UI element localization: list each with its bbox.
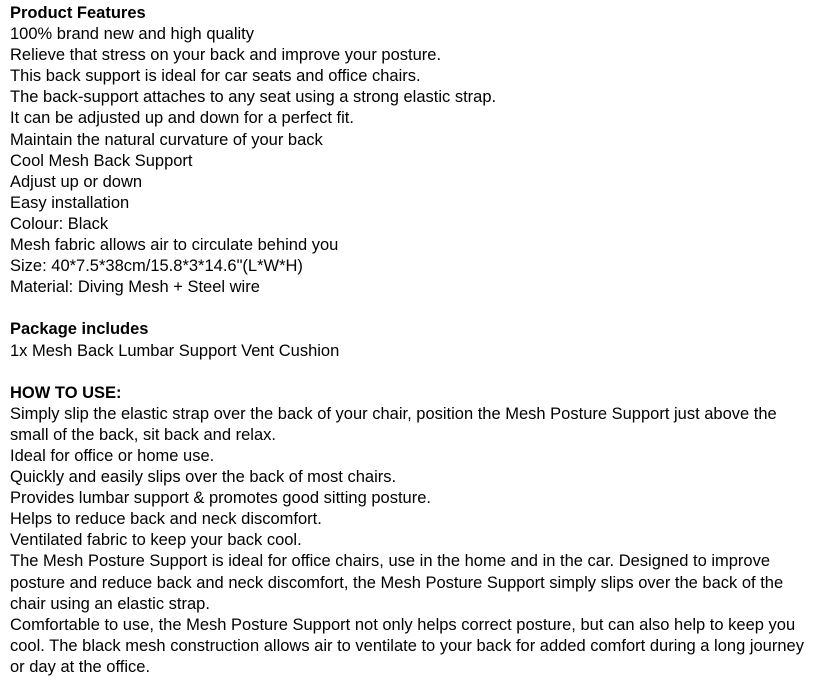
feature-line: 100% brand new and high quality	[10, 25, 255, 44]
feature-line: It can be adjusted up and down for a perfect fit.	[10, 109, 354, 128]
features-heading: Product Features	[10, 4, 146, 22]
product-description	[10, 3, 810, 678]
feature-line: Colour: Black	[10, 214, 109, 233]
feature-line: Easy installation	[10, 193, 130, 212]
feature-line: This back support is ideal for car seats and office chairs.	[10, 67, 421, 86]
feature-line: Mesh fabric allows air to circulate behind you	[10, 236, 339, 255]
feature-line: Adjust up or down	[10, 172, 143, 191]
feature-line: Size: 40*7.5*38cm/15.8*3*14.6"(L*W*H)	[10, 257, 303, 276]
how-to-use-section	[10, 383, 810, 678]
how-to-use-paragraph: Simply slip the elastic strap over the back of your chair, position the Mesh Posture Support just above the small of the back, sit back and relax.	[10, 404, 777, 444]
how-to-use-paragraph: Provides lumbar support & promotes good sitting posture.	[10, 489, 431, 508]
package-heading: Package includes	[10, 320, 149, 339]
how-to-use-paragraph: Ventilated fabric to keep your back cool.	[10, 531, 302, 550]
how-to-use-paragraph: Quickly and easily slips over the back of most chairs.	[10, 468, 397, 487]
package-section	[10, 319, 810, 361]
feature-line: Material: Diving Mesh + Steel wire	[10, 278, 260, 297]
feature-line: Maintain the natural curvature of your back	[10, 130, 323, 149]
section-spacer	[10, 298, 810, 319]
feature-line: Cool Mesh Back Support	[10, 151, 193, 170]
how-to-use-paragraph: Ideal for office or home use.	[10, 446, 215, 465]
section-spacer	[10, 362, 810, 383]
package-line: 1x Mesh Back Lumbar Support Vent Cushion	[10, 341, 340, 360]
how-to-use-heading: HOW TO USE:	[10, 383, 122, 402]
feature-line: The back-support attaches to any seat using a strong elastic strap.	[10, 88, 497, 107]
feature-line: Relieve that stress on your back and improve your posture.	[10, 46, 442, 65]
how-to-use-paragraph: Helps to reduce back and neck discomfort.	[10, 510, 322, 529]
how-to-use-paragraph: Comfortable to use, the Mesh Posture Support not only helps correct posture, but can also help to keep you cool. The black mesh construction allows air to ventilate to your back for added comfort during a long journey or day at the office.	[10, 615, 804, 676]
how-to-use-paragraph: The Mesh Posture Support is ideal for office chairs, use in the home and in the car. Designed to improve posture and reduce back and neck discomfort, the Mesh Posture Support simply slips over the back of the chair using an elastic strap.	[10, 552, 784, 613]
features-section	[10, 3, 810, 298]
